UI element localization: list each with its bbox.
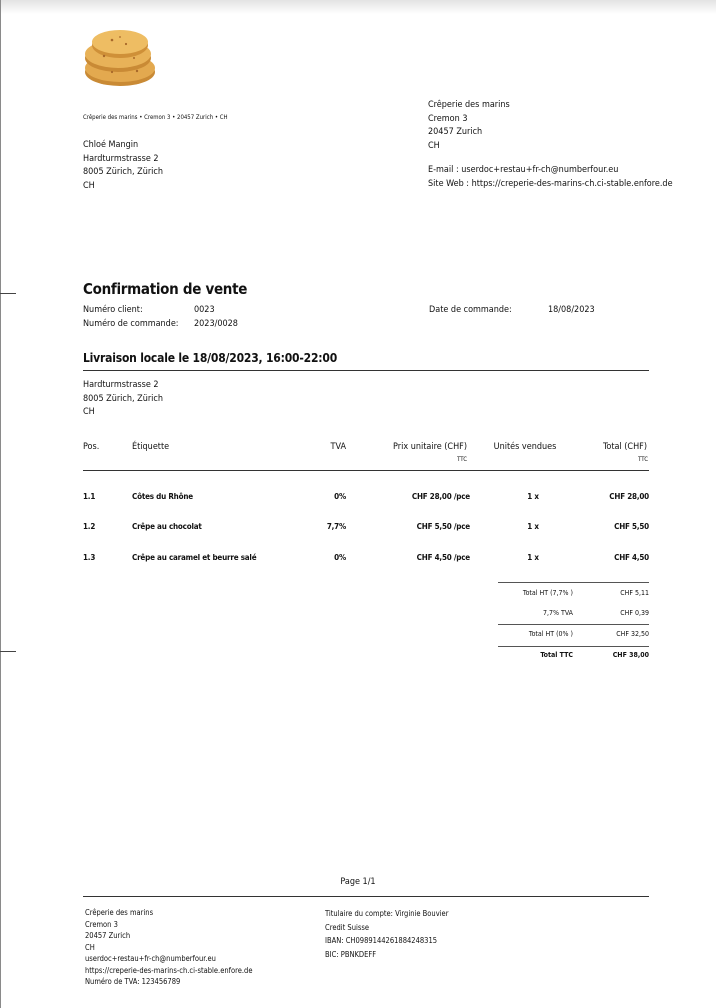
delivery-city: 8005 Zürich, Zürich	[83, 393, 163, 404]
order-date-value: 18/08/2023	[548, 305, 595, 315]
row-pos: 1.2	[83, 522, 96, 531]
footer-company-website: https://creperie-des-marins-ch.ci-stable.enfore.de	[85, 965, 253, 975]
delivery-divider	[83, 370, 649, 371]
footer-company	[85, 907, 252, 988]
company-website: Site Web : https://creperie-des-marins-ch.ci-stable.enfore.de	[428, 178, 673, 189]
delivery-title: Livraison locale le 18/08/2023, 16:00-22:00	[83, 351, 338, 365]
crepe-stack-logo-icon	[82, 28, 158, 90]
order-number-label: Numéro de commande:	[83, 319, 179, 329]
summary-value: CHF 5,11	[620, 589, 649, 597]
client-number-value: 0023	[194, 305, 215, 315]
summary-divider-top	[498, 582, 649, 583]
row-total: CHF 4,50	[614, 553, 649, 562]
header-unit-price: Prix unitaire (CHF)	[393, 442, 467, 452]
fold-mark-top	[0, 293, 16, 294]
viewer-top-shadow	[0, 0, 716, 14]
company-street: Cremon 3	[428, 113, 468, 124]
summary-total-label: Total TTC	[540, 651, 573, 659]
footer-company-name: Crêperie des marins	[85, 908, 154, 917]
footer-iban: IBAN: CH0989144261884248315	[325, 936, 438, 945]
company-email: E-mail : userdoc+restau+fr-ch@numberfour.eu	[428, 165, 619, 175]
footer-bank	[325, 907, 448, 961]
recipient-address	[83, 139, 163, 193]
footer-company-email: userdoc+restau+fr-ch@numberfour.eu	[85, 954, 216, 963]
footer-account-holder: Titulaire du compte: Virginie Bouvier	[325, 909, 449, 918]
row-label: Crêpe au caramel et beurre salé	[132, 553, 257, 562]
row-unit-price: CHF 4,50 /pce	[416, 553, 470, 562]
table-header-divider	[83, 470, 649, 471]
row-unit-price: CHF 5,50 /pce	[416, 522, 470, 531]
delivery-country: CH	[83, 407, 95, 417]
header-total: Total (CHF)	[602, 442, 647, 452]
row-vat: 7,7%	[326, 522, 346, 531]
row-vat: 0%	[334, 553, 346, 562]
footer-bank-name: Credit Suisse	[325, 922, 370, 932]
document-title: Confirmation de vente	[83, 280, 248, 298]
footer-divider	[83, 896, 649, 897]
footer-company-city: 20457 Zurich	[85, 931, 131, 940]
summary-value: CHF 32,50	[616, 630, 649, 638]
footer-bic: BIC: PBNKDEFF	[325, 949, 377, 959]
header-label: Étiquette	[132, 442, 170, 452]
header-pos: Pos.	[83, 442, 100, 452]
summary-divider-mid	[498, 624, 649, 625]
page-number: Page 1/1	[340, 877, 376, 887]
row-total: CHF 28,00	[609, 492, 649, 501]
row-units: 1 x	[527, 553, 539, 562]
row-pos: 1.1	[83, 492, 96, 501]
company-city: 20457 Zurich	[428, 127, 483, 137]
recipient-city: 8005 Zürich, Zürich	[83, 167, 163, 177]
summary-label: Total HT (7,7% )	[522, 589, 573, 597]
sender-line: Crêperie des marins • Cremon 3 • 20457 Zurich • CH	[83, 114, 228, 121]
row-label: Crêpe au chocolat	[132, 522, 202, 531]
order-date-label: Date de commande:	[429, 305, 512, 315]
footer-company-street: Cremon 3	[85, 919, 118, 929]
summary-label: Total HT (0% )	[528, 630, 573, 638]
summary-divider-bottom	[498, 646, 649, 647]
summary-label: 7,7% TVA	[542, 609, 573, 617]
recipient-street: Hardturmstrasse 2	[83, 153, 159, 164]
footer-vat-number: Numéro de TVA: 123456789	[85, 977, 181, 986]
row-label: Côtes du Rhône	[132, 492, 193, 501]
recipient-country: CH	[83, 180, 95, 191]
order-number-value: 2023/0028	[194, 319, 238, 329]
delivery-street: Hardturmstrasse 2	[83, 380, 159, 390]
header-unit-price-ttc: TTC	[457, 456, 467, 463]
row-units: 1 x	[527, 522, 539, 531]
recipient-name: Chloé Mangin	[83, 140, 139, 150]
fold-mark-bottom	[0, 651, 16, 652]
header-total-ttc: TTC	[638, 456, 648, 463]
summary-total-value: CHF 38,00	[612, 651, 649, 659]
header-units: Unités vendues	[493, 442, 557, 452]
summary-value: CHF 0,39	[620, 609, 649, 617]
footer-company-country: CH	[85, 942, 95, 952]
row-unit-price: CHF 28,00 /pce	[411, 492, 470, 501]
row-total: CHF 5,50	[614, 522, 649, 531]
company-name: Crêperie des marins	[428, 100, 510, 110]
header-vat: TVA	[330, 442, 346, 452]
row-pos: 1.3	[83, 553, 96, 562]
company-country: CH	[428, 140, 440, 151]
row-units: 1 x	[527, 492, 539, 501]
page-left-edge	[0, 0, 1, 1008]
row-vat: 0%	[334, 492, 346, 501]
client-number-label: Numéro client:	[83, 305, 143, 315]
delivery-address	[83, 379, 163, 420]
company-info	[428, 99, 716, 191]
